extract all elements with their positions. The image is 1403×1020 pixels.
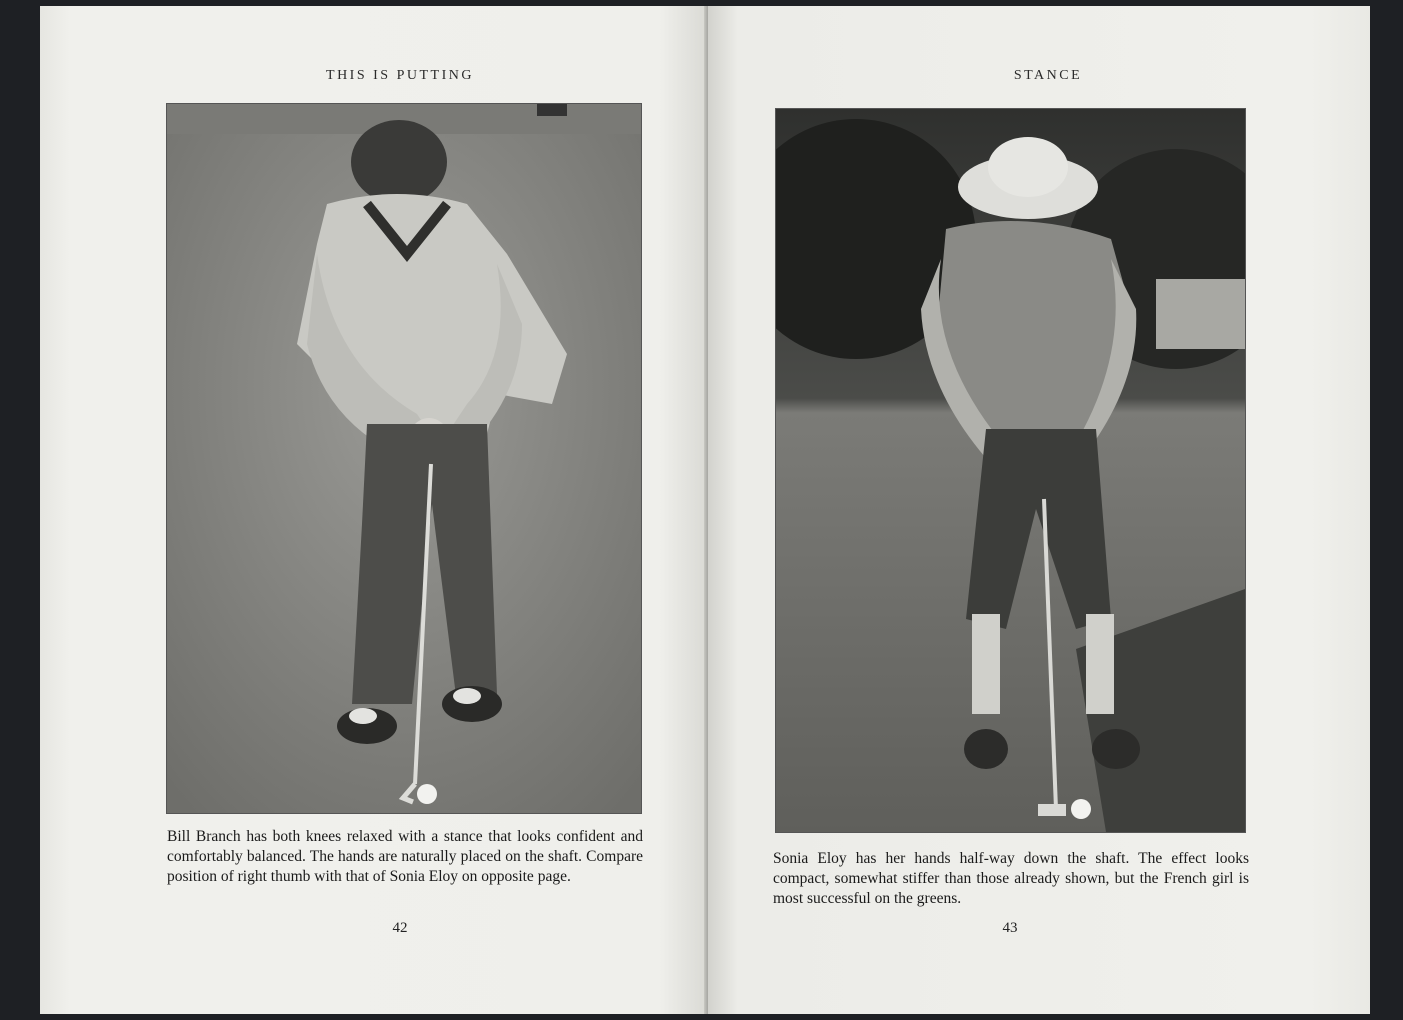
golfer-photo-left [167,104,641,813]
photo-sonia-eloy [775,108,1246,833]
caption-left [167,827,643,887]
golfer-photo-right [776,109,1245,832]
left-page [40,6,708,1014]
book-spread [40,6,1370,1014]
caption-right-text: Sonia Eloy has her hands half-way down the shaft. The effect looks compact, somewhat stiffer than those already shown, but the French girl is most successful on the greens. [773,850,1249,907]
right-page [708,6,1370,1014]
running-head-left: THIS IS PUTTING [326,68,474,83]
caption-left-text: Bill Branch has both knees relaxed with a stance that looks confident and comfortably balanced. The hands are naturally placed on the shaft. Compare position of right thumb with that of Sonia Eloy on opposite page. [167,828,643,885]
running-head-right: STANCE [1013,68,1083,83]
page-number-left: 42 [392,920,408,936]
photo-bill-branch [166,103,642,814]
caption-right [773,849,1249,909]
page-number-right: 43 [1002,920,1018,936]
